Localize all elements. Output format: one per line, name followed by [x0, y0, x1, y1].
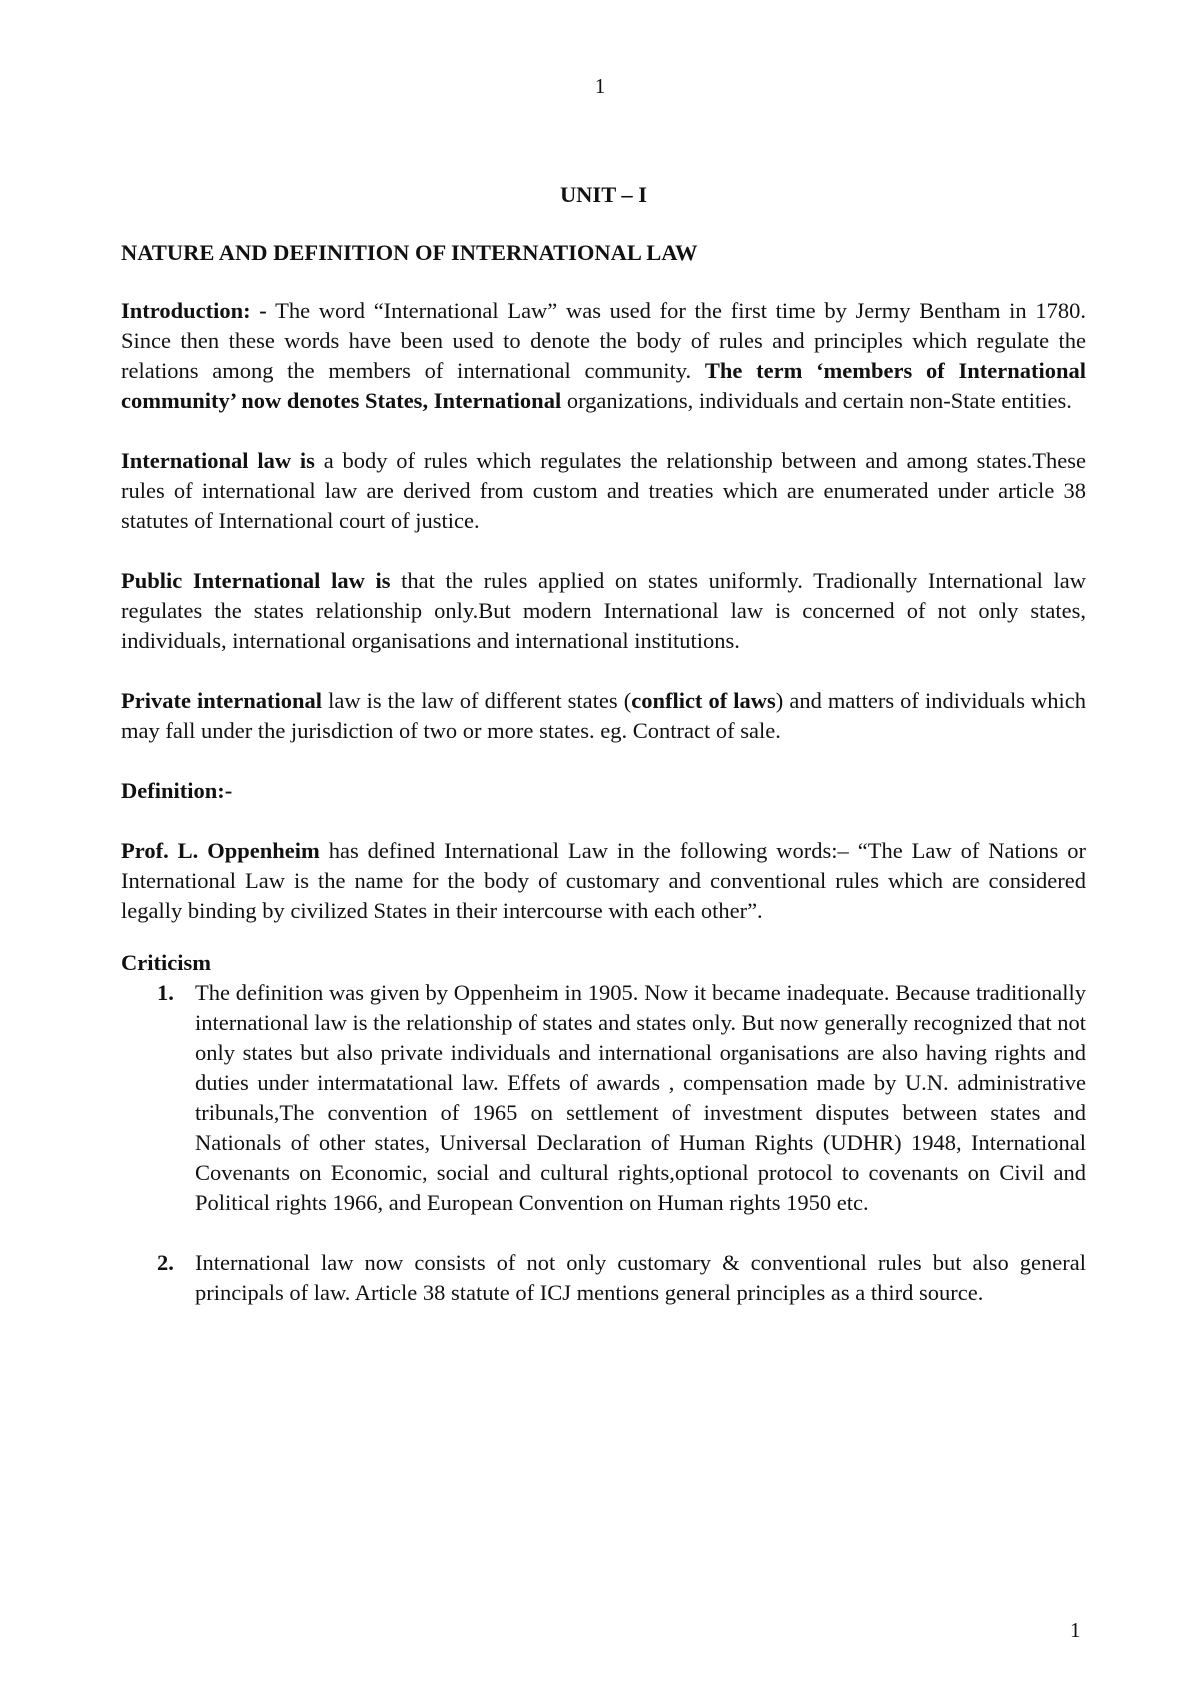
intro-paragraph: [121, 296, 1086, 416]
main-title: NATURE AND DEFINITION OF INTERNATIONAL LAW: [121, 240, 698, 265]
page-number-footer: 1: [1070, 1618, 1081, 1642]
conflict-of-laws: conflict of laws: [631, 688, 776, 713]
oppenheim-paragraph: [121, 836, 1086, 926]
criticism-heading: Criticism: [121, 950, 211, 975]
list-item-text: International law now consists of not only customary & conventional rules but also general principals of law. Article 38 statute of ICJ mentions general principles as a third source.: [195, 1250, 1086, 1305]
document-body: [121, 180, 1086, 1338]
oppenheim-text: has defined International Law in the following words:– “The Law of Nations or International Law is the name for the body of customary and conventional rules which are considered legally binding by civilized States in their intercourse with each other”.: [121, 838, 1086, 923]
list-item-text: The definition was given by Oppenheim in 1905. Now it became inadequate. Because traditionally international law is the relationship of states and states only. But now generally recognized that not only states but also private individuals and international organisations are also having rights and duties under intermatational law. Effets of awards , compensation made by U.N. administrative tribunals,The convention of 1965 on settlement of investment disputes between states and Nationals of other states, Universal Declaration of Human Rights (UDHR) 1948, International Covenants on Economic, social and cultural rights,optional protocol to covenants on Civil and Political rights 1966, and European Convention on Human rights 1950 etc.: [195, 980, 1086, 1215]
intro-text-1: The word “International Law” was used for the first time by Jermy Bentham in 1780. Since then these words have been used to denote the body of rules and principles which regulate the relations among the members of international community.: [121, 298, 1086, 383]
list-item: [121, 1248, 1086, 1308]
intro-label: Introduction: -: [121, 298, 267, 323]
international-law-text: a body of rules which regulates the relationship between and among states.These rules of international law are derived from custom and treaties which are enumerated under article 38 statutes of International court of justice.: [121, 448, 1086, 533]
public-law-text: that the rules applied on states uniformly. Tradionally International law regulates the states relationship only.But modern International law is concerned of not only states, individuals, international organisations and international institutions.: [121, 568, 1086, 653]
public-law-label: Public International law is: [121, 568, 391, 593]
oppenheim-label: Prof. L. Oppenheim: [121, 838, 320, 863]
international-law-paragraph: [121, 446, 1086, 536]
international-law-label: International law is: [121, 448, 315, 473]
private-law-paragraph: [121, 686, 1086, 746]
intro-text-2: organizations, individuals and certain non-State entities.: [561, 388, 1072, 413]
criticism-list: [121, 978, 1086, 1308]
public-law-paragraph: [121, 566, 1086, 656]
private-law-label: Private international: [121, 688, 323, 713]
private-law-text-2: ) and matters of individuals which may fall under the jurisdiction of two or more states. eg. Contract of sale.: [121, 688, 1086, 743]
list-item-number: 2.: [157, 1250, 174, 1275]
definition-heading: Definition:-: [121, 778, 233, 803]
intro-bold-text: The term ‘members of International community’ now denotes States, International: [121, 358, 1086, 413]
list-item: [121, 978, 1086, 1218]
unit-title: UNIT – I: [559, 182, 648, 207]
private-law-text-1: law is the law of different states (: [322, 688, 632, 713]
page-number-header: 1: [594, 74, 606, 98]
list-item-number: 1.: [157, 980, 174, 1005]
